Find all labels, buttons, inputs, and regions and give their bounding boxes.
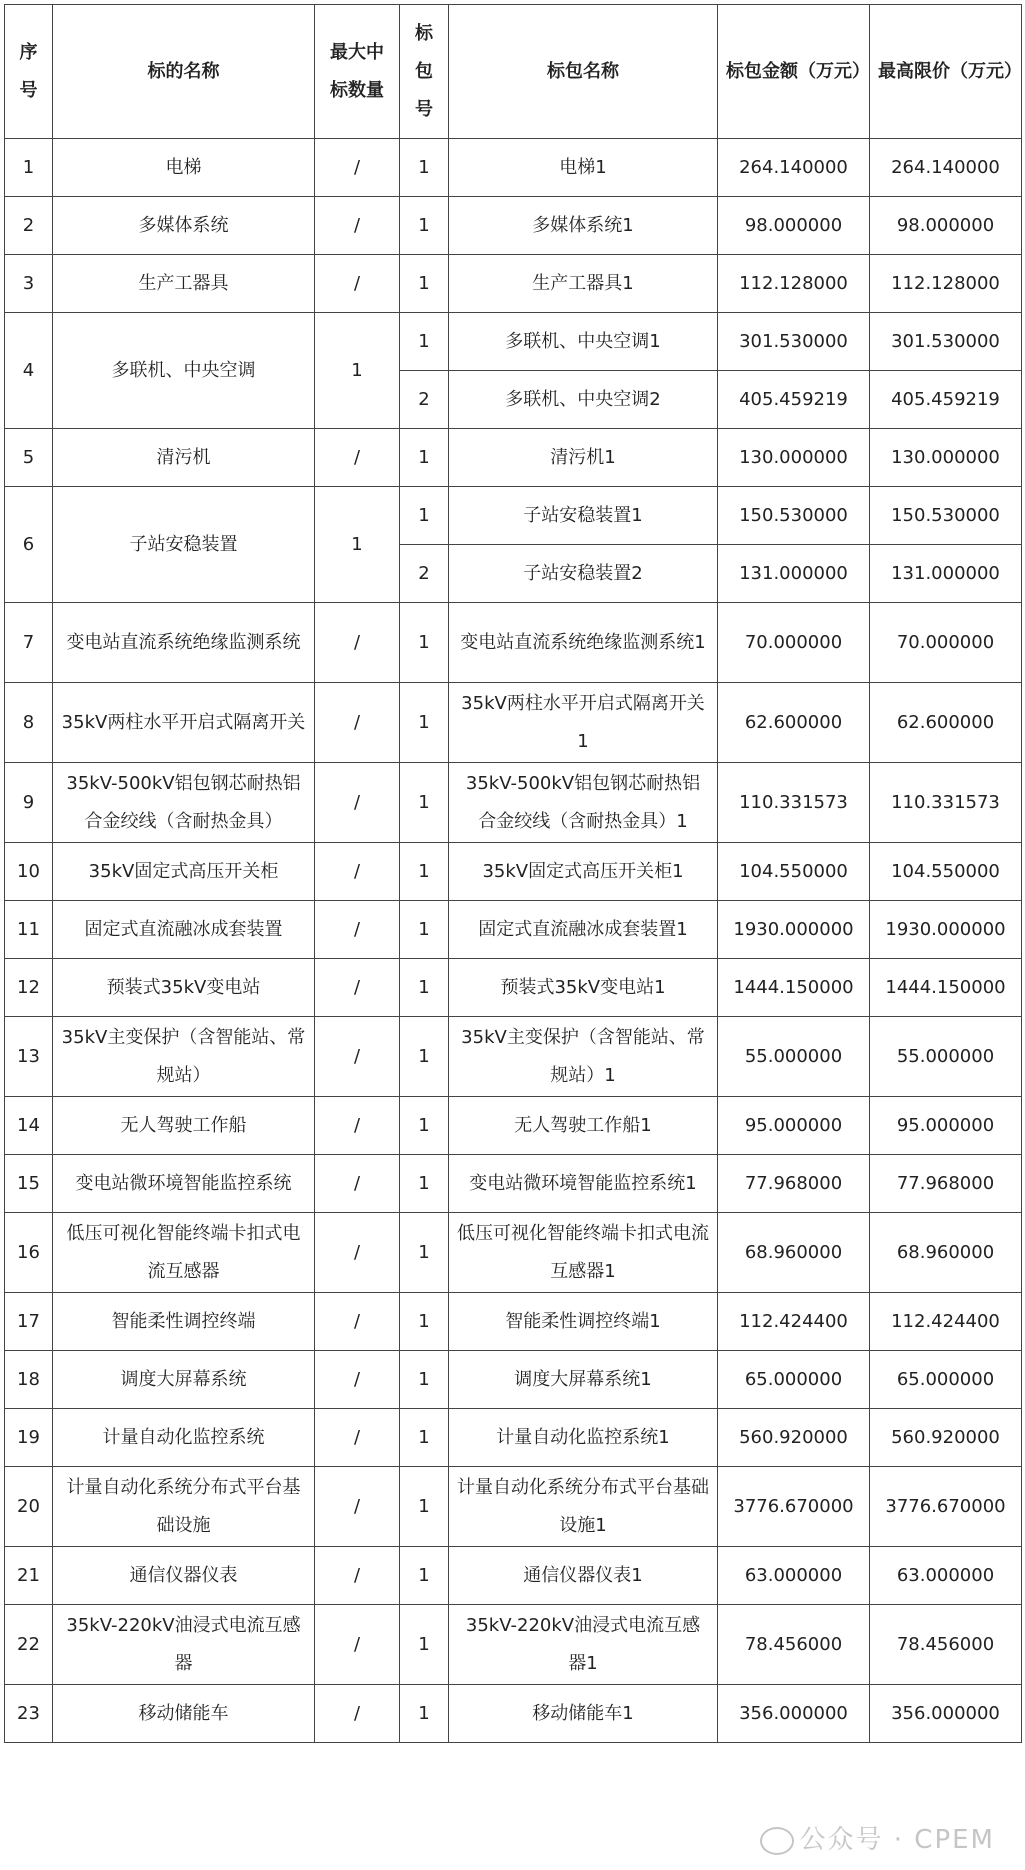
header-name: 标的名称 [53, 5, 315, 139]
cell-name: 计量自动化监控系统 [53, 1409, 315, 1467]
cell-max: / [315, 959, 400, 1017]
cell-pkg-no: 1 [400, 843, 449, 901]
cell-seq: 12 [5, 959, 53, 1017]
cell-name: 无人驾驶工作船 [53, 1097, 315, 1155]
cell-name: 移动储能车 [53, 1685, 315, 1743]
cell-seq: 7 [5, 603, 53, 683]
table-row [5, 487, 1022, 545]
cell-amount: 95.000000 [718, 1097, 870, 1155]
cell-amount: 3776.670000 [718, 1467, 870, 1547]
cell-amount: 264.140000 [718, 139, 870, 197]
cell-name: 多媒体系统 [53, 197, 315, 255]
cell-amount: 68.960000 [718, 1213, 870, 1293]
cell-pkg-name: 清污机1 [449, 429, 718, 487]
cell-pkg-no: 1 [400, 959, 449, 1017]
cell-seq: 1 [5, 139, 53, 197]
table-row [5, 1213, 1022, 1293]
cell-amount: 98.000000 [718, 197, 870, 255]
table-row [5, 1293, 1022, 1351]
cell-limit: 65.000000 [870, 1351, 1022, 1409]
cell-limit: 3776.670000 [870, 1467, 1022, 1547]
cell-max: / [315, 1547, 400, 1605]
cell-pkg-no: 1 [400, 1017, 449, 1097]
cell-max: / [315, 843, 400, 901]
header-pkg-no: 标包号 [400, 5, 449, 139]
cell-pkg-name: 多联机、中央空调2 [449, 371, 718, 429]
cell-pkg-name: 低压可视化智能终端卡扣式电流互感器1 [449, 1213, 718, 1293]
cell-limit: 77.968000 [870, 1155, 1022, 1213]
cell-name: 35kV-500kV铝包钢芯耐热铝合金绞线（含耐热金具） [53, 763, 315, 843]
table-row [5, 1155, 1022, 1213]
cell-pkg-no: 1 [400, 1605, 449, 1685]
cell-name: 通信仪器仪表 [53, 1547, 315, 1605]
cell-amount: 77.968000 [718, 1155, 870, 1213]
cell-pkg-name: 子站安稳装置1 [449, 487, 718, 545]
table-row [5, 197, 1022, 255]
cell-limit: 98.000000 [870, 197, 1022, 255]
cell-limit: 112.128000 [870, 255, 1022, 313]
cell-amount: 110.331573 [718, 763, 870, 843]
cell-max: 1 [315, 313, 400, 429]
cell-pkg-name: 35kV两柱水平开启式隔离开关1 [449, 683, 718, 763]
cell-seq: 8 [5, 683, 53, 763]
cell-name: 电梯 [53, 139, 315, 197]
cell-limit: 78.456000 [870, 1605, 1022, 1685]
cell-max: / [315, 1155, 400, 1213]
cell-pkg-name: 固定式直流融冰成套装置1 [449, 901, 718, 959]
table-row [5, 139, 1022, 197]
cell-pkg-no: 1 [400, 603, 449, 683]
cell-name: 生产工器具 [53, 255, 315, 313]
cell-seq: 22 [5, 1605, 53, 1685]
cell-limit: 68.960000 [870, 1213, 1022, 1293]
cell-pkg-name: 变电站直流系统绝缘监测系统1 [449, 603, 718, 683]
cell-pkg-no: 1 [400, 1409, 449, 1467]
cell-limit: 95.000000 [870, 1097, 1022, 1155]
cell-seq: 5 [5, 429, 53, 487]
cell-amount: 405.459219 [718, 371, 870, 429]
cell-max: / [315, 683, 400, 763]
cell-pkg-name: 移动储能车1 [449, 1685, 718, 1743]
cell-pkg-name: 35kV主变保护（含智能站、常规站）1 [449, 1017, 718, 1097]
table-row [5, 429, 1022, 487]
bid-package-table [4, 4, 1022, 1743]
cell-max: / [315, 1097, 400, 1155]
cell-seq: 13 [5, 1017, 53, 1097]
table-row [5, 1547, 1022, 1605]
cell-limit: 110.331573 [870, 763, 1022, 843]
cell-seq: 14 [5, 1097, 53, 1155]
cell-limit: 62.600000 [870, 683, 1022, 763]
table-row [5, 901, 1022, 959]
table-row [5, 1685, 1022, 1743]
watermark-text: 公众号 · CPEM [799, 1825, 995, 1855]
cell-pkg-name: 计量自动化系统分布式平台基础设施1 [449, 1467, 718, 1547]
cell-seq: 3 [5, 255, 53, 313]
wechat-icon [760, 1827, 794, 1855]
cell-pkg-name: 通信仪器仪表1 [449, 1547, 718, 1605]
header-row [5, 5, 1022, 139]
cell-max: / [315, 1467, 400, 1547]
cell-name: 调度大屏幕系统 [53, 1351, 315, 1409]
cell-limit: 301.530000 [870, 313, 1022, 371]
cell-seq: 4 [5, 313, 53, 429]
header-max: 最大中标数量 [315, 5, 400, 139]
cell-pkg-name: 35kV固定式高压开关柜1 [449, 843, 718, 901]
cell-pkg-no: 2 [400, 371, 449, 429]
cell-limit: 264.140000 [870, 139, 1022, 197]
cell-max: / [315, 603, 400, 683]
cell-name: 35kV两柱水平开启式隔离开关 [53, 683, 315, 763]
cell-limit: 150.530000 [870, 487, 1022, 545]
cell-pkg-no: 1 [400, 313, 449, 371]
table-row [5, 959, 1022, 1017]
cell-name: 35kV-220kV油浸式电流互感器 [53, 1605, 315, 1685]
table-row [5, 1467, 1022, 1547]
cell-max: / [315, 1293, 400, 1351]
cell-pkg-name: 35kV-220kV油浸式电流互感器1 [449, 1605, 718, 1685]
cell-seq: 15 [5, 1155, 53, 1213]
cell-name: 固定式直流融冰成套装置 [53, 901, 315, 959]
cell-pkg-name: 智能柔性调控终端1 [449, 1293, 718, 1351]
table-row [5, 1409, 1022, 1467]
cell-name: 预装式35kV变电站 [53, 959, 315, 1017]
cell-limit: 112.424400 [870, 1293, 1022, 1351]
cell-amount: 63.000000 [718, 1547, 870, 1605]
cell-max: / [315, 1409, 400, 1467]
cell-max: / [315, 429, 400, 487]
cell-pkg-no: 1 [400, 1293, 449, 1351]
cell-name: 子站安稳装置 [53, 487, 315, 603]
watermark [760, 1819, 996, 1856]
cell-pkg-no: 1 [400, 1213, 449, 1293]
table-row [5, 313, 1022, 371]
cell-limit: 130.000000 [870, 429, 1022, 487]
cell-name: 35kV主变保护（含智能站、常规站） [53, 1017, 315, 1097]
cell-max: / [315, 255, 400, 313]
cell-seq: 2 [5, 197, 53, 255]
cell-limit: 1930.000000 [870, 901, 1022, 959]
cell-limit: 55.000000 [870, 1017, 1022, 1097]
cell-limit: 356.000000 [870, 1685, 1022, 1743]
cell-limit: 560.920000 [870, 1409, 1022, 1467]
cell-name: 低压可视化智能终端卡扣式电流互感器 [53, 1213, 315, 1293]
cell-amount: 356.000000 [718, 1685, 870, 1743]
cell-amount: 55.000000 [718, 1017, 870, 1097]
cell-pkg-name: 生产工器具1 [449, 255, 718, 313]
cell-amount: 104.550000 [718, 843, 870, 901]
cell-amount: 301.530000 [718, 313, 870, 371]
cell-seq: 19 [5, 1409, 53, 1467]
cell-limit: 104.550000 [870, 843, 1022, 901]
cell-seq: 16 [5, 1213, 53, 1293]
cell-pkg-no: 1 [400, 1155, 449, 1213]
cell-max: / [315, 763, 400, 843]
cell-pkg-no: 1 [400, 1351, 449, 1409]
cell-amount: 112.128000 [718, 255, 870, 313]
cell-pkg-no: 1 [400, 1685, 449, 1743]
header-pkg-name: 标包名称 [449, 5, 718, 139]
cell-seq: 9 [5, 763, 53, 843]
cell-seq: 20 [5, 1467, 53, 1547]
header-limit: 最高限价（万元） [870, 5, 1022, 139]
cell-seq: 21 [5, 1547, 53, 1605]
cell-amount: 65.000000 [718, 1351, 870, 1409]
cell-name: 变电站直流系统绝缘监测系统 [53, 603, 315, 683]
table-row [5, 683, 1022, 763]
cell-amount: 78.456000 [718, 1605, 870, 1685]
cell-limit: 405.459219 [870, 371, 1022, 429]
cell-pkg-no: 1 [400, 763, 449, 843]
cell-max: / [315, 1351, 400, 1409]
cell-pkg-no: 1 [400, 1467, 449, 1547]
table-row [5, 843, 1022, 901]
cell-amount: 62.600000 [718, 683, 870, 763]
cell-pkg-no: 1 [400, 255, 449, 313]
cell-limit: 63.000000 [870, 1547, 1022, 1605]
cell-amount: 150.530000 [718, 487, 870, 545]
cell-amount: 1444.150000 [718, 959, 870, 1017]
cell-pkg-no: 1 [400, 683, 449, 763]
table-body [5, 139, 1022, 1743]
cell-pkg-name: 多联机、中央空调1 [449, 313, 718, 371]
cell-pkg-name: 无人驾驶工作船1 [449, 1097, 718, 1155]
cell-pkg-no: 1 [400, 197, 449, 255]
cell-limit: 70.000000 [870, 603, 1022, 683]
cell-pkg-no: 2 [400, 545, 449, 603]
cell-amount: 131.000000 [718, 545, 870, 603]
table-row [5, 1351, 1022, 1409]
cell-pkg-name: 计量自动化监控系统1 [449, 1409, 718, 1467]
cell-amount: 560.920000 [718, 1409, 870, 1467]
table-row [5, 1605, 1022, 1685]
cell-pkg-no: 1 [400, 901, 449, 959]
table-row [5, 603, 1022, 683]
cell-pkg-name: 变电站微环境智能监控系统1 [449, 1155, 718, 1213]
table-row [5, 255, 1022, 313]
cell-seq: 18 [5, 1351, 53, 1409]
cell-amount: 1930.000000 [718, 901, 870, 959]
cell-max: 1 [315, 487, 400, 603]
table-row [5, 1017, 1022, 1097]
cell-pkg-name: 多媒体系统1 [449, 197, 718, 255]
header-amount: 标包金额（万元） [718, 5, 870, 139]
cell-pkg-name: 调度大屏幕系统1 [449, 1351, 718, 1409]
cell-max: / [315, 1685, 400, 1743]
cell-pkg-name: 电梯1 [449, 139, 718, 197]
cell-pkg-no: 1 [400, 139, 449, 197]
cell-max: / [315, 901, 400, 959]
cell-max: / [315, 139, 400, 197]
cell-seq: 6 [5, 487, 53, 603]
cell-name: 清污机 [53, 429, 315, 487]
cell-seq: 17 [5, 1293, 53, 1351]
cell-limit: 131.000000 [870, 545, 1022, 603]
cell-pkg-no: 1 [400, 487, 449, 545]
cell-name: 多联机、中央空调 [53, 313, 315, 429]
cell-pkg-no: 1 [400, 429, 449, 487]
cell-max: / [315, 1017, 400, 1097]
cell-max: / [315, 197, 400, 255]
cell-seq: 23 [5, 1685, 53, 1743]
cell-name: 计量自动化系统分布式平台基础设施 [53, 1467, 315, 1547]
cell-name: 智能柔性调控终端 [53, 1293, 315, 1351]
cell-name: 变电站微环境智能监控系统 [53, 1155, 315, 1213]
cell-seq: 11 [5, 901, 53, 959]
cell-pkg-name: 子站安稳装置2 [449, 545, 718, 603]
table-row [5, 1097, 1022, 1155]
cell-amount: 130.000000 [718, 429, 870, 487]
cell-seq: 10 [5, 843, 53, 901]
cell-max: / [315, 1605, 400, 1685]
cell-limit: 1444.150000 [870, 959, 1022, 1017]
cell-amount: 112.424400 [718, 1293, 870, 1351]
cell-pkg-no: 1 [400, 1097, 449, 1155]
cell-pkg-name: 35kV-500kV铝包钢芯耐热铝合金绞线（含耐热金具）1 [449, 763, 718, 843]
cell-pkg-no: 1 [400, 1547, 449, 1605]
cell-amount: 70.000000 [718, 603, 870, 683]
table-row [5, 763, 1022, 843]
cell-pkg-name: 预装式35kV变电站1 [449, 959, 718, 1017]
header-seq: 序号 [5, 5, 53, 139]
cell-max: / [315, 1213, 400, 1293]
cell-name: 35kV固定式高压开关柜 [53, 843, 315, 901]
